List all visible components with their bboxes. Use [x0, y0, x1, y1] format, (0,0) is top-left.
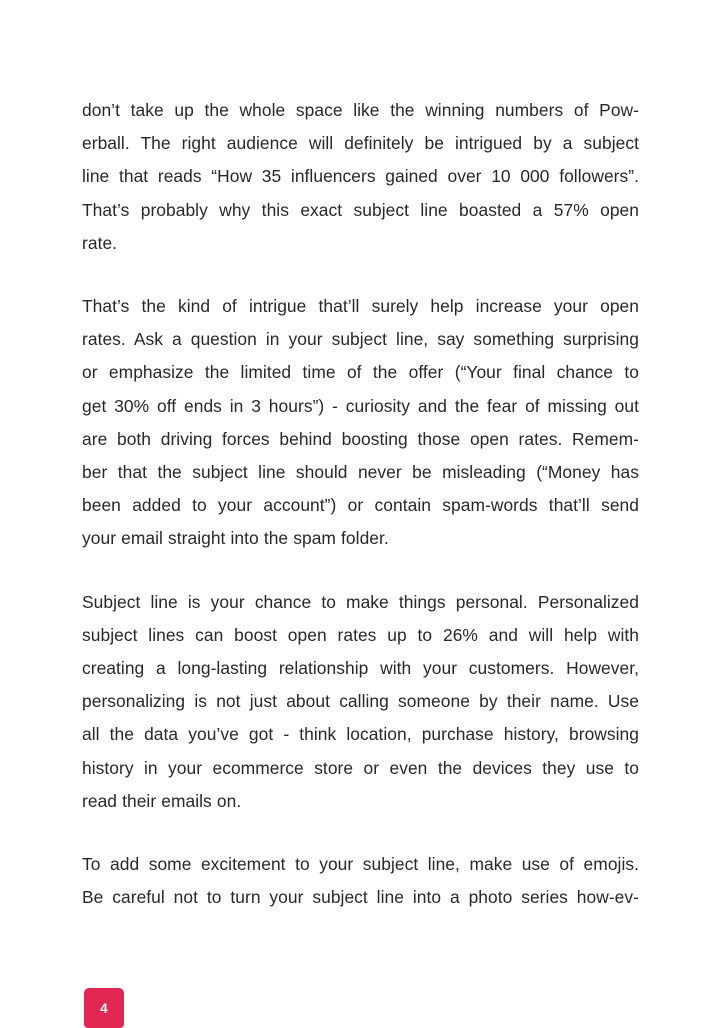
text-line: rates. Ask a question in your subject line, say something surprising	[82, 329, 639, 350]
text-line: don’t take up the whole space like the winning numbers of Pow-	[82, 100, 639, 120]
text-line: are both driving forces behind boosting those open rates. Remem-	[82, 428, 639, 449]
text-line: rate.	[82, 232, 118, 253]
paragraph-2	[82, 290, 639, 556]
text-line: read their emails on.	[82, 790, 242, 811]
text-line: been added to your account”) or contain spam-words that’ll send	[82, 495, 639, 516]
text-line: That’s the kind of intrigue that’ll surely help increase your open	[82, 296, 639, 317]
text-line: history in your ecommerce store or even the devices they use to	[82, 757, 639, 778]
text-line: personalizing is not just about calling someone by their name. Use	[82, 691, 639, 712]
text-line: your email straight into the spam folder.	[82, 528, 389, 549]
text-line: ber that the subject line should never be misleading (“Money has	[82, 462, 639, 483]
text-line: Be careful not to turn your subject line into a photo series how-ev-	[82, 887, 639, 908]
body-text-column	[82, 94, 639, 914]
text-line: or emphasize the limited time of the offer (“Your final chance to	[82, 362, 639, 383]
text-line: To add some excitement to your subject line, make use of emojis.	[82, 854, 639, 875]
text-line: all the data you’ve got - think location, purchase history, browsing	[82, 724, 639, 745]
text-line: erball. The right audience will definitely be intrigued by a subject	[82, 133, 639, 154]
page-number-label: 4	[100, 1000, 108, 1016]
paragraph-3	[82, 586, 639, 818]
paragraph-4	[82, 848, 639, 914]
text-line: creating a long-lasting relationship with your customers. However,	[82, 658, 639, 679]
page-number-badge	[84, 988, 124, 1028]
text-line: Subject line is your chance to make things personal. Personalized	[82, 591, 639, 612]
text-line: line that reads “How 35 influencers gained over 10 000 followers”.	[82, 166, 639, 187]
paragraph-1	[82, 94, 639, 260]
text-line: That’s probably why this exact subject line boasted a 57% open	[82, 199, 639, 220]
text-line: subject lines can boost open rates up to 26% and will help with	[82, 624, 639, 645]
text-line: get 30% off ends in 3 hours”) - curiosity and the fear of missing out	[82, 395, 639, 416]
